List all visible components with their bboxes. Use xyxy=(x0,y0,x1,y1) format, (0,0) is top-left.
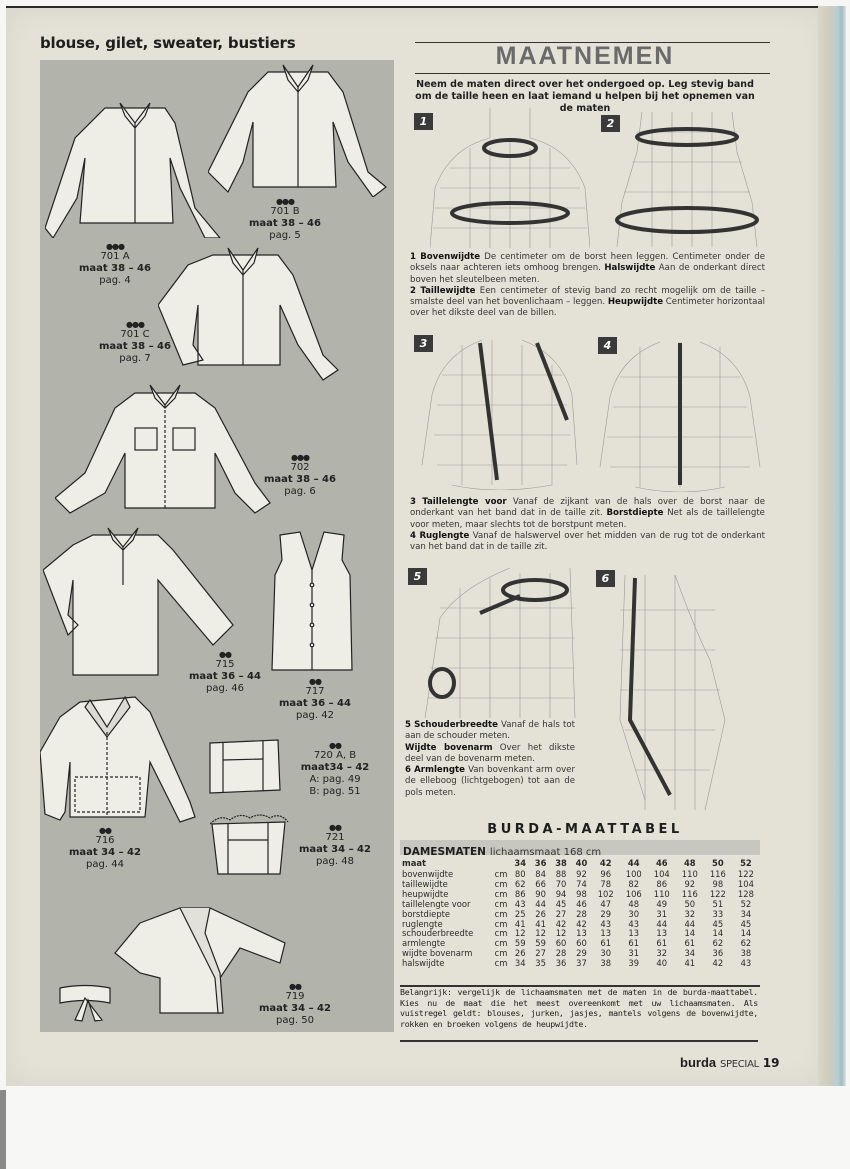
measurement-value: 33 xyxy=(712,908,724,919)
garment-702-illustration xyxy=(55,383,275,518)
page-edge xyxy=(818,6,846,1091)
measurement-value: 61 xyxy=(600,938,612,949)
pattern-label-719[interactable]: ●● 719 maat 34 – 42 pag. 50 xyxy=(259,982,331,1026)
size-table-group-bar xyxy=(400,840,760,858)
garment-701c-illustration xyxy=(158,245,343,385)
measurement-value: 31 xyxy=(628,948,640,959)
measurement-value: 12 xyxy=(514,928,526,939)
size-column-header: 38 xyxy=(555,858,567,868)
measurement-value: 98 xyxy=(712,878,724,889)
measuring-title: MAATNEMEN xyxy=(495,42,675,70)
measurement-value: 59 xyxy=(514,938,526,949)
measurement-value: 106 xyxy=(625,888,642,899)
figure-3-front-length-illustration xyxy=(412,335,582,494)
measurement-value: 116 xyxy=(709,869,726,879)
measurement-value: 110 xyxy=(653,888,670,899)
measurement-value: 92 xyxy=(684,878,696,889)
measurement-value: 43 xyxy=(628,918,640,929)
pattern-label-717[interactable]: ●● 717 maat 36 – 44 pag. 42 xyxy=(279,677,351,721)
description-1-2: 1 Bovenwijdte De centimeter om de borst heen leggen. Centimeter onder de oksels naar achteren iets omhoog brengen. Halswijdte Aan de onderkant direct boven het sleutelbeen meten. 2 Taillewijdte Een centimeter of stevig band zo recht mogelijk om de taille – smalste deel van het bovenlichaam – leggen. Heupwijdte Centimeter horizontaal over het dikste deel van de billen. xyxy=(410,252,766,319)
measurement-value: 32 xyxy=(656,948,668,959)
measurement-value: 122 xyxy=(709,888,726,899)
measurement-value: 13 xyxy=(656,928,668,939)
measurement-value: 62 xyxy=(514,878,526,889)
figure-4-back-length-illustration xyxy=(595,337,765,496)
measurement-value: 27 xyxy=(535,948,546,959)
size-column-header: 52 xyxy=(740,858,752,868)
measurement-unit: cm xyxy=(494,898,508,909)
measurement-value: 90 xyxy=(535,888,546,899)
measurement-name: schouderbreedte xyxy=(402,928,474,939)
measurement-name: taillewijdte xyxy=(402,878,448,889)
measurement-value: 30 xyxy=(600,948,612,959)
size-column-header: 46 xyxy=(655,858,668,868)
measurement-value: 110 xyxy=(681,869,698,879)
measurement-unit: cm xyxy=(494,888,508,899)
measurement-value: 41 xyxy=(535,918,546,929)
brand-logo: burda xyxy=(680,1055,717,1070)
measurement-value: 34 xyxy=(740,908,752,919)
measurement-value: 43 xyxy=(514,898,526,909)
intro-line-1: Neem de maten direct over het ondergoed op. Leg stevig band xyxy=(416,79,754,90)
measurement-value: 84 xyxy=(535,869,546,879)
magazine-edition: SPECIAL xyxy=(719,1059,759,1070)
description-3-4: 3 Taillelengte voor Vanaf de zijkant van de hals over de borst naar de onderkant van het band dat in de taille zit. Borstdiepte Net als de taillelengte voor meten, maar slechts tot de borstpunt meten. 4 Ruglengte Vanaf de halswervel over het midden van de rug tot de onderkant van het band dat in de taille zit. xyxy=(410,497,766,553)
measurement-value: 92 xyxy=(576,869,587,879)
measurement-value: 122 xyxy=(737,869,754,879)
measurement-unit: cm xyxy=(494,938,508,949)
measurement-value: 41 xyxy=(514,918,526,929)
measurement-value: 13 xyxy=(600,928,612,939)
measurement-value: 25 xyxy=(514,908,526,919)
measurement-unit: cm xyxy=(494,928,508,939)
measurement-value: 48 xyxy=(628,898,640,909)
measurement-value: 41 xyxy=(684,958,696,969)
measurement-value: 29 xyxy=(600,908,612,919)
figure-number-2: 2 xyxy=(601,115,620,132)
scanner-bed xyxy=(0,1086,850,1169)
note-rule-bottom xyxy=(400,1040,758,1042)
description-5-6: 5 Schouderbreedte Vanaf de hals tot aan de schouder meten. Wijdte bovenarm Over het dikste deel van de bovenarm meten. 6 Armlengte Van bovenkant arm over de elleboog (lichtgebogen) tot aan de pols meten. xyxy=(405,720,576,798)
measurement-value: 44 xyxy=(656,918,668,929)
scan-shadow xyxy=(0,1090,6,1169)
measurement-unit: cm xyxy=(494,918,508,929)
measurement-value: 86 xyxy=(656,878,668,889)
pattern-label-701b[interactable]: ●●● 701 B maat 38 – 46 pag. 5 xyxy=(249,197,321,241)
measurement-value: 29 xyxy=(576,948,587,959)
size-table xyxy=(402,857,760,969)
figure-6-arm-length-illustration xyxy=(615,570,735,819)
size-advice-note: Belangrijk: vergelijk de lichaamsmaten met de maten in de burda-maattabel. Kies nu de maat die het meest overeenkomt met uw lichaamsmaten. Als vuistregel geldt: blouses, jurken, jasjes, mantels volgens de bovenwijdte, rokken en broeken volgens de heupwijdte. xyxy=(400,987,758,1029)
figure-number-3: 3 xyxy=(414,335,433,352)
measurement-value: 40 xyxy=(656,958,668,969)
size-column-header: 42 xyxy=(599,858,612,868)
measurement-value: 45 xyxy=(712,918,724,929)
measurement-value: 88 xyxy=(555,869,567,879)
measurement-value: 61 xyxy=(628,938,640,949)
figure-number-1: 1 xyxy=(414,113,433,130)
garment-716-illustration xyxy=(40,692,200,827)
garment-701b-illustration xyxy=(208,62,388,197)
pattern-label-720[interactable]: ●● 720 A, B maat34 – 42 A: pag. 49 B: pag. 51 xyxy=(300,741,370,797)
measurement-value: 39 xyxy=(628,958,640,969)
size-column-header: 40 xyxy=(575,858,588,868)
measurement-value: 43 xyxy=(740,958,752,969)
garment-720-illustration xyxy=(208,735,283,795)
garment-701a-illustration xyxy=(45,98,225,238)
measurement-unit: cm xyxy=(494,958,508,969)
measurement-value: 51 xyxy=(712,898,724,909)
measurement-value: 43 xyxy=(600,918,612,929)
measurement-value: 61 xyxy=(684,938,696,949)
page-number: 19 xyxy=(762,1056,780,1070)
measurement-value: 32 xyxy=(684,908,696,919)
measurement-value: 38 xyxy=(600,958,612,969)
measurement-value: 61 xyxy=(656,938,668,949)
measurement-name: bovenwijdte xyxy=(402,869,454,879)
measurement-value: 34 xyxy=(684,948,696,959)
measurement-value: 80 xyxy=(514,869,526,879)
title-rule-bottom xyxy=(415,73,770,74)
measurement-value: 14 xyxy=(684,928,696,939)
measurement-value: 14 xyxy=(712,928,724,939)
measurement-value: 36 xyxy=(555,958,567,969)
measurement-unit: cm xyxy=(494,908,508,919)
measurement-value: 59 xyxy=(535,938,546,949)
measurement-name: wijdte bovenarm xyxy=(402,948,473,959)
figure-2-waist-hip-illustration xyxy=(612,112,762,251)
measurement-value: 116 xyxy=(681,888,698,899)
measurement-unit: cm xyxy=(494,878,508,889)
garment-717-illustration xyxy=(270,530,355,675)
measurement-value: 47 xyxy=(600,898,612,909)
measurement-name: ruglengte xyxy=(402,918,443,929)
measurement-value: 28 xyxy=(576,908,587,919)
size-column-header: 44 xyxy=(627,858,640,868)
measurement-value: 37 xyxy=(576,958,587,969)
measurement-unit: cm xyxy=(494,948,508,959)
measurement-value: 13 xyxy=(576,928,587,939)
size-column-header: 36 xyxy=(534,858,547,868)
measurement-value: 86 xyxy=(514,888,526,899)
measurement-value: 78 xyxy=(600,878,612,889)
garment-721-illustration xyxy=(210,812,290,877)
measurement-value: 42 xyxy=(712,958,724,969)
page-footer xyxy=(680,1055,779,1070)
measurement-value: 46 xyxy=(576,898,587,909)
size-column-header: 50 xyxy=(712,858,724,868)
measurement-value: 49 xyxy=(656,898,668,909)
measurement-value: 35 xyxy=(535,958,546,969)
measurement-value: 12 xyxy=(555,928,567,939)
measurement-value: 45 xyxy=(555,898,567,909)
measurement-name: armlengte xyxy=(402,938,446,949)
measurement-value: 36 xyxy=(712,948,724,959)
measurement-value: 31 xyxy=(656,908,668,919)
measurement-value: 62 xyxy=(712,938,724,949)
measurement-value: 26 xyxy=(514,948,526,959)
measurement-value: 82 xyxy=(628,878,640,889)
size-table-title: BURDA-MAATTABEL xyxy=(487,822,683,837)
measurement-unit: cm xyxy=(494,869,508,879)
measurement-value: 26 xyxy=(535,908,546,919)
size-table-group: DAMESMATEN xyxy=(403,846,486,858)
measurement-value: 42 xyxy=(555,918,567,929)
measurement-value: 12 xyxy=(535,928,546,939)
measurement-value: 96 xyxy=(600,869,612,879)
measurement-value: 45 xyxy=(740,918,752,929)
measurement-value: 50 xyxy=(684,898,696,909)
size-table-subtitle: lichaamsmaat 168 cm xyxy=(489,847,602,858)
measurement-value: 102 xyxy=(597,888,614,899)
measurement-value: 44 xyxy=(535,898,546,909)
measurement-value: 74 xyxy=(576,878,587,889)
measurement-value: 14 xyxy=(740,928,752,939)
measurement-value: 52 xyxy=(740,898,752,909)
measurement-value: 13 xyxy=(628,928,640,939)
measurement-value: 60 xyxy=(576,938,587,949)
measurement-name: heupwijdte xyxy=(402,888,449,899)
header-label: maat xyxy=(402,858,427,868)
measurement-value: 70 xyxy=(555,878,567,889)
measurement-name: taillelengte voor xyxy=(402,898,471,909)
pattern-label-715[interactable]: ●● 715 maat 36 – 44 pag. 46 xyxy=(189,650,261,694)
measurement-value: 98 xyxy=(576,888,587,899)
figure-1-chest-neck-illustration xyxy=(430,108,590,252)
pattern-label-701a[interactable]: ●●● 701 A maat 38 – 46 pag. 4 xyxy=(79,242,151,286)
measurement-value: 30 xyxy=(628,908,640,919)
pattern-label-702[interactable]: ●●● 702 maat 38 – 46 pag. 6 xyxy=(264,453,336,497)
table-row xyxy=(402,959,760,969)
measurement-value: 38 xyxy=(740,948,752,959)
size-column-header: 48 xyxy=(683,858,696,868)
measurement-value: 104 xyxy=(653,869,670,879)
measurement-name: halswijdte xyxy=(402,958,445,969)
pattern-label-701c[interactable]: ●●● 701 C maat 38 – 46 pag. 7 xyxy=(99,320,171,364)
pattern-catalog xyxy=(40,60,394,1032)
figure-number-6: 6 xyxy=(596,570,615,587)
measurement-value: 100 xyxy=(625,869,642,879)
pattern-label-716[interactable]: ●● 716 maat 34 – 42 pag. 44 xyxy=(69,826,141,870)
pattern-label-721[interactable]: ●● 721 maat 34 – 42 pag. 48 xyxy=(299,823,371,867)
section-title: blouse, gilet, sweater, bustiers xyxy=(40,34,296,52)
figure-number-5: 5 xyxy=(408,568,427,585)
measurement-value: 62 xyxy=(740,938,752,949)
measurement-value: 44 xyxy=(684,918,696,929)
intro-line-2: om de taille heen en laat iemand u helpen bij het opnemen van de maten xyxy=(415,91,755,114)
measurement-value: 28 xyxy=(555,948,567,959)
measurement-name: borstdiepte xyxy=(402,908,451,919)
measurement-value: 42 xyxy=(576,918,587,929)
measurement-value: 34 xyxy=(514,958,526,969)
measurement-value: 66 xyxy=(535,878,546,889)
figure-5-shoulder-arm-illustration xyxy=(420,568,580,722)
measurement-value: 128 xyxy=(737,888,754,899)
measurement-value: 27 xyxy=(555,908,567,919)
measurement-value: 60 xyxy=(555,938,567,949)
figure-number-4: 4 xyxy=(598,337,617,354)
size-column-header: 34 xyxy=(514,858,527,868)
measurement-value: 94 xyxy=(555,888,567,899)
measurement-value: 104 xyxy=(737,878,754,889)
